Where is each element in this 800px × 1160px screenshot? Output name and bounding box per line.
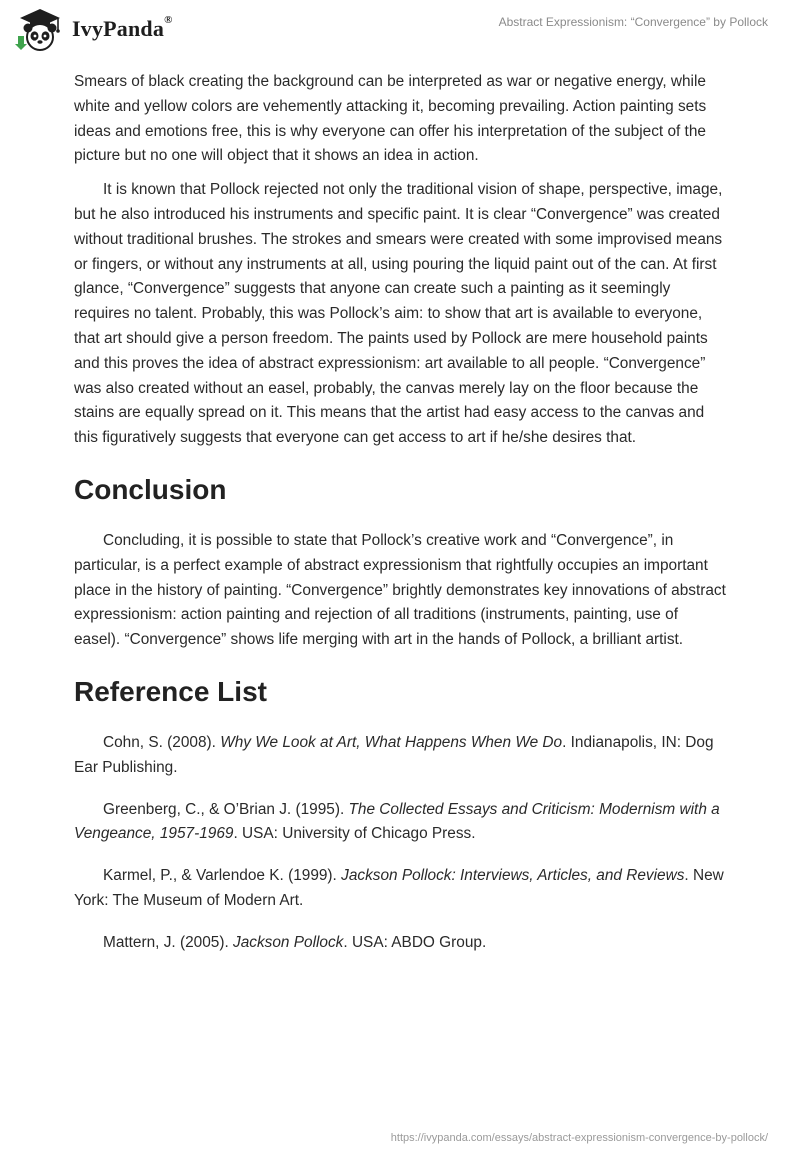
- reference-title: Jackson Pollock: [233, 933, 344, 951]
- reference-list-heading: Reference List: [74, 675, 267, 707]
- reference-item: Karmel, P., & Varlendoe K. (1999). Jackson Pollock: Interviews, Articles, and Reviews. New York: The Museum of Modern Art.: [74, 867, 724, 909]
- ivypanda-logo[interactable]: [14, 6, 173, 52]
- reference-title: Why We Look at Art, What Happens When We Do: [220, 733, 563, 751]
- reference-item: Mattern, J. (2005). Jackson Pollock. USA: ABDO Group.: [103, 933, 487, 951]
- conclusion-heading: Conclusion: [74, 473, 227, 505]
- panda-graduate-icon: [14, 6, 66, 52]
- reference-title: The Collected Essays and Criticism: Modernism with a Vengeance, 1957-1969: [74, 800, 720, 843]
- reference-item: Cohn, S. (2008). Why We Look at Art, What Happens When We Do. Indianapolis, IN: Dog Ear Publishing.: [74, 733, 714, 776]
- footer-source-url[interactable]: https://ivypanda.com/essays/abstract-expressionism-convergence-by-pollock/: [390, 1132, 768, 1144]
- page-header: [0, 0, 800, 62]
- body-paragraph: Smears of black creating the background can be interpreted as war or negative energy, while white and yellow colors are vehemently attacking it, becoming prevailing. Action painting sets ideas and emotions free, this is why everyone can offer his interpretation of the subject of the picture but no one will object that it shows an idea in action.: [74, 73, 707, 165]
- body-paragraph: It is known that Pollock rejected not only the traditional vision of shape, perspective, image, but he also introduced his instruments and specific paint. It is clear “Convergence” was created without traditional brushes. The strokes and smears were created with some improvised means or fingers, or without any instruments at all, using pouring the liquid paint out of the can. At first glance, “Convergence” suggests that anyone can create such a painting as it seemingly requires no talent. Probably, this was Pollock’s aim: to show that art is available to everyone, that art should give a person freedom. The paints used by Pollock are mere household paints and this proves the idea of abstract expressionism: art available to all people. “Convergence” was also created without an easel, probably, the canvas merely lay on the floor because the stains are equally spread on it. This means that the artist had easy access to the canvas and this figuratively suggests that everyone can get access to art if he/she desires that.: [74, 181, 723, 447]
- reference-item: Greenberg, C., & O’Brian J. (1995). The Collected Essays and Criticism: Modernism with a Vengeance, 1957-1969. USA: University of Chicago Press.: [74, 800, 720, 843]
- reference-title: Jackson Pollock: Interviews, Articles, and Reviews: [341, 867, 685, 885]
- conclusion-paragraph: Concluding, it is possible to state that Pollock’s creative work and “Convergence”, in particular, is a perfect example of abstract expressionism that rightfully occupies an important place in the history of painting. “Convergence” brightly demonstrates key innovations of abstract expressionism: action painting and rejection of all traditions (instruments, painting, use of easel). “Convergence” shows life merging with art in the hands of Pollock, a brilliant artist.: [74, 531, 726, 649]
- document-title: Abstract Expressionism: “Convergence” by Pollock: [498, 15, 768, 29]
- essay-content: [74, 70, 728, 973]
- logo-wordmark: IvyPanda®: [72, 14, 173, 41]
